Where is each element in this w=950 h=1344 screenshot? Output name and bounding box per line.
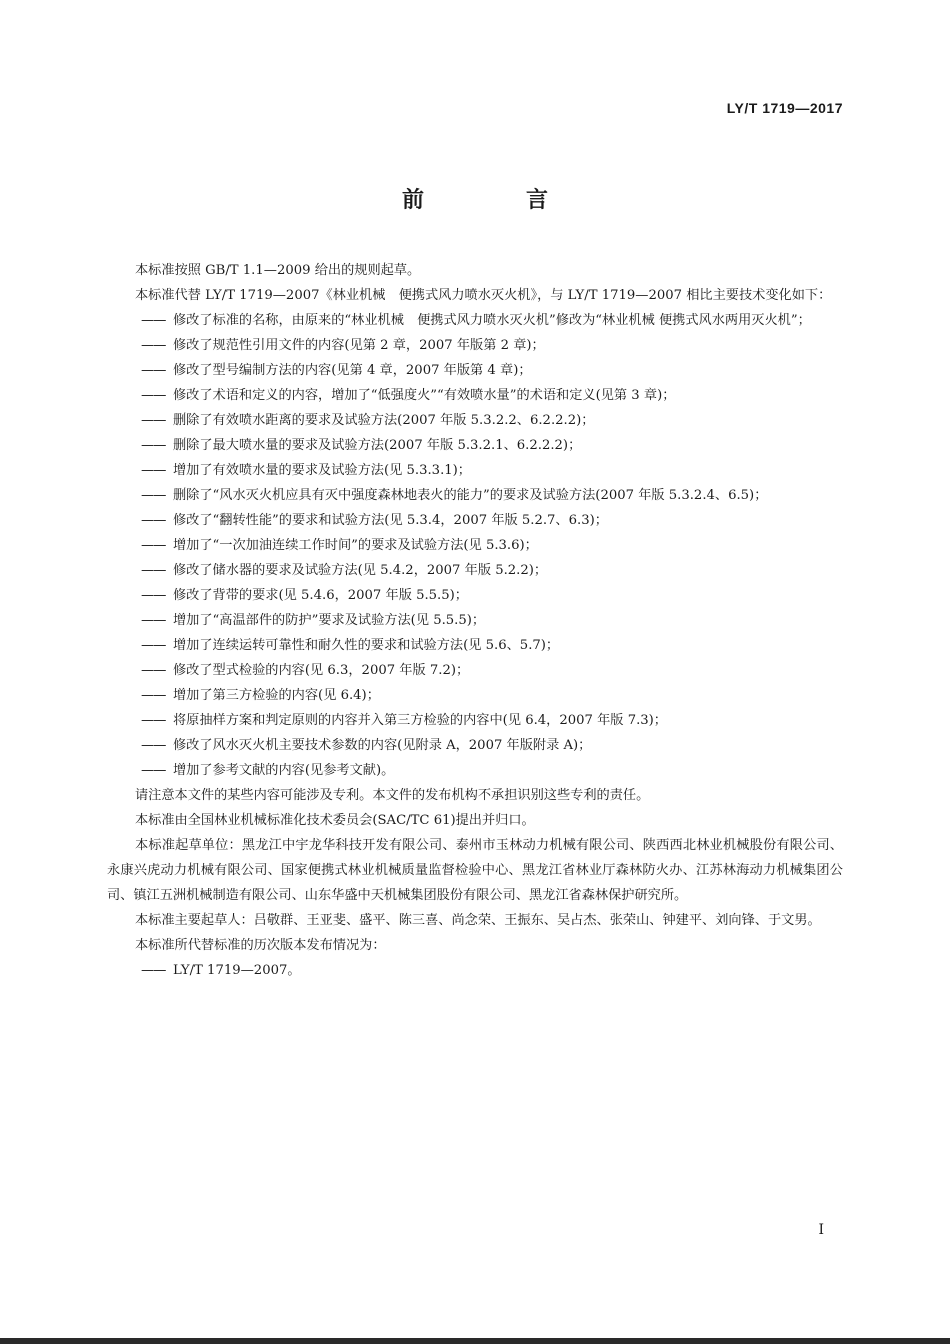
list-item-text: 修改了“翻转性能”的要求和试验方法(见 5.3.4，2007 年版 5.2.7、6.3)； (173, 513, 608, 528)
list-item (107, 483, 843, 508)
dash-marker: —— (141, 563, 166, 578)
list-item-text: 增加了连续运转可靠性和耐久性的要求和试验方法(见 5.6、5.7)； (173, 638, 560, 653)
dash-marker: —— (141, 663, 166, 678)
dash-marker: —— (141, 963, 166, 978)
list-item-text: 增加了第三方检验的内容(见 6.4)； (173, 688, 380, 703)
list-item-text: 删除了最大喷水量的要求及试验方法(2007 年版 5.3.2.1、6.2.2.2)； (173, 438, 582, 453)
dash-marker: —— (141, 688, 166, 703)
dash-marker: —— (141, 463, 166, 478)
list-item-text: 修改了背带的要求(见 5.4.6，2007 年版 5.5.5)； (173, 588, 468, 603)
list-item (107, 308, 843, 333)
dash-marker: —— (141, 713, 166, 728)
list-item (107, 458, 843, 483)
list-item (107, 533, 843, 558)
list-item-text: 增加了“高温部件的防护”要求及试验方法(见 5.5.5)； (173, 613, 486, 628)
list-item (107, 633, 843, 658)
page-number: I (818, 1222, 824, 1238)
patent-notice: 请注意本文件的某些内容可能涉及专利。本文件的发布机构不承担识别这些专利的责任。 (135, 788, 650, 803)
history-intro-paragraph: 本标准所代替标准的历次版本发布情况为： (135, 938, 386, 953)
list-item (107, 683, 843, 708)
list-item-text: 修改了储水器的要求及试验方法(见 5.4.2，2007 年版 5.2.2)； (173, 563, 548, 578)
list-item (107, 733, 843, 758)
list-item-text: 增加了参考文献的内容(见参考文献)。 (173, 763, 395, 778)
list-item (107, 658, 843, 683)
page-title: 前 言 (401, 188, 588, 213)
changes-list (107, 308, 843, 783)
dash-marker: —— (141, 313, 166, 328)
list-item-text: 修改了型号编制方法的内容(见第 4 章，2007 年版第 4 章)； (173, 363, 532, 378)
dash-marker: —— (141, 363, 166, 378)
intro-paragraph: 本标准按照 GB/T 1.1—2009 给出的规则起草。 (135, 263, 421, 278)
dash-marker: —— (141, 488, 166, 503)
list-item (107, 508, 843, 533)
list-item (107, 433, 843, 458)
dash-marker: —— (141, 638, 166, 653)
list-item (107, 383, 843, 408)
document-body (107, 258, 843, 983)
dash-marker: —— (141, 338, 166, 353)
list-item (107, 608, 843, 633)
dash-marker: —— (141, 513, 166, 528)
dash-marker: —— (141, 613, 166, 628)
proposer-paragraph: 本标准由全国林业机械标准化技术委员会(SAC/TC 61)提出并归口。 (135, 813, 535, 828)
bottom-rule (0, 1338, 950, 1344)
dash-marker: —— (141, 738, 166, 753)
dash-marker: —— (141, 438, 166, 453)
list-item-text: 修改了型式检验的内容(见 6.3，2007 年版 7.2)； (173, 663, 470, 678)
list-item (107, 558, 843, 583)
list-item-text: 增加了“一次加油连续工作时间”的要求及试验方法(见 5.3.6)； (173, 538, 538, 553)
dash-marker: —— (141, 388, 166, 403)
list-item (107, 583, 843, 608)
dash-marker: —— (141, 763, 166, 778)
intro-paragraph: 本标准代替 LY/T 1719—2007《林业机械 便携式风力喷水灭火机》，与 LY/T 1719—2007 相比主要技术变化如下： (135, 288, 832, 303)
list-item-text: 修改了标准的名称，由原来的“林业机械 便携式风力喷水灭火机”修改为“林业机械 便携式风水两用灭火机”； (173, 313, 811, 328)
history-item-text: LY/T 1719—2007。 (173, 963, 301, 978)
list-item (107, 333, 843, 358)
list-item-text: 删除了有效喷水距离的要求及试验方法(2007 年版 5.3.2.2、6.2.2.2)； (173, 413, 595, 428)
list-item-text: 修改了风水灭火机主要技术参数的内容(见附录 A，2007 年版附录 A)； (173, 738, 592, 753)
history-item (107, 958, 843, 983)
list-item-text: 修改了术语和定义的内容，增加了“低强度火”“有效喷水量”的术语和定义(见第 3 章)； (173, 388, 676, 403)
drafting-units-paragraph: 本标准起草单位：黑龙江中宇龙华科技开发有限公司、泰州市玉林动力机械有限公司、陕西西北林业机械股份有限公司、永康兴虎动力机械有限公司、国家便携式林业机械质量监督检验中心、黑龙江省林业厅森林防火办、江苏林海动力机械集团公司、镇江五洲机械制造有限公司、山东华盛中天机械集团股份有限公司、黑龙江省森林保护研究所。 (107, 838, 843, 903)
list-item-text: 将原抽样方案和判定原则的内容并入第三方检验的内容中(见 6.4，2007 年版 7.3)； (173, 713, 667, 728)
list-item-text: 增加了有效喷水量的要求及试验方法(见 5.3.3.1)； (173, 463, 471, 478)
dash-marker: —— (141, 413, 166, 428)
standard-number: LY/T 1719—2017 (726, 100, 843, 116)
dash-marker: —— (141, 588, 166, 603)
list-item (107, 758, 843, 783)
dash-marker: —— (141, 538, 166, 553)
list-item (107, 408, 843, 433)
list-item (107, 358, 843, 383)
list-item (107, 708, 843, 733)
list-item-text: 删除了“风水灭火机应具有灭中强度森林地表火的能力”的要求及试验方法(2007 年版 5.3.2.4、6.5)； (173, 488, 768, 503)
drafters-paragraph: 本标准主要起草人：吕敬群、王亚斐、盛平、陈三喜、尚念荣、王振东、吴占杰、张荣山、钟建平、刘向锋、于文男。 (135, 913, 821, 928)
list-item-text: 修改了规范性引用文件的内容(见第 2 章，2007 年版第 2 章)； (173, 338, 545, 353)
